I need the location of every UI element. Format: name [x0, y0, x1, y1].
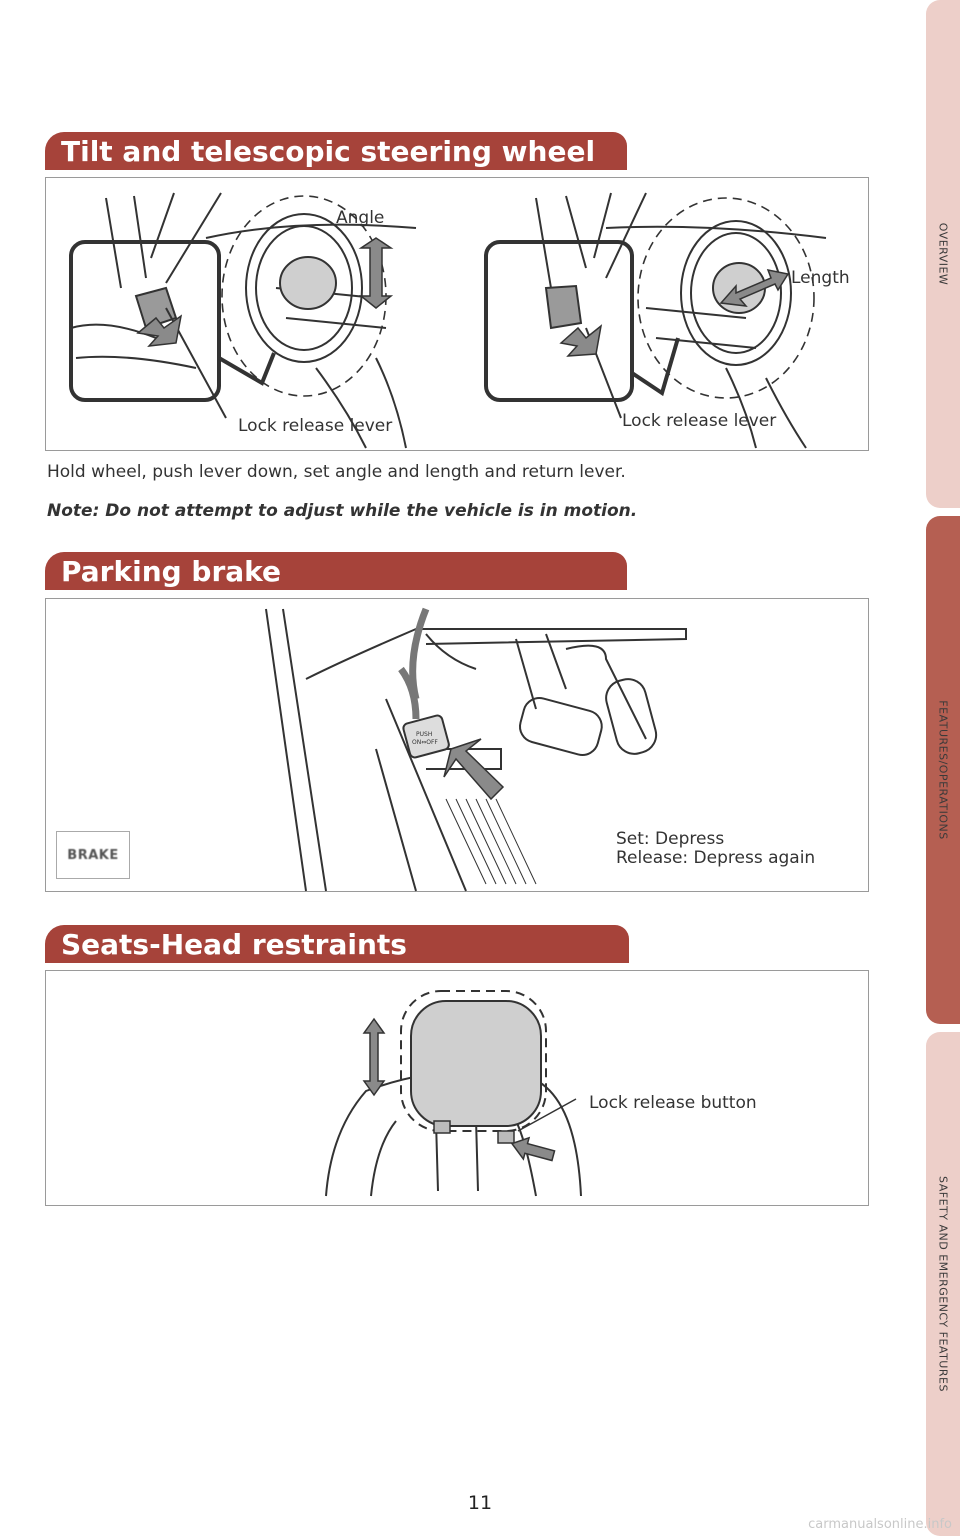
section-title-tilt: Tilt and telescopic steering wheel [45, 132, 627, 170]
parking-release-text: Release: Depress again [616, 848, 816, 868]
parking-set-text: Set: Depress [616, 829, 725, 849]
section-title-parking: Parking brake [45, 552, 627, 590]
side-tab-features[interactable] [926, 516, 960, 1024]
angle-label: Angle [336, 208, 385, 228]
side-tab-safety[interactable] [926, 1032, 960, 1536]
side-tab-label: SAFETY AND EMERGENCY FEATURES [936, 1176, 950, 1392]
tilt-instruction: Hold wheel, push lever down, set angle and length and return lever. [47, 462, 626, 482]
lock-release-lever-right: Lock release lever [622, 411, 777, 431]
side-tab-label: OVERVIEW [936, 222, 950, 286]
head-restraint-illustration [46, 971, 870, 1207]
side-tab-label: FEATURES/OPERATIONS [936, 700, 950, 840]
page-number: 11 [467, 1492, 493, 1514]
brake-indicator-text: BRAKE [67, 847, 119, 863]
pedal-push-text: PUSH [416, 731, 433, 738]
tilt-illustration-panel [45, 177, 869, 451]
seats-illustration-panel [45, 970, 869, 1206]
pedal-onoff-text: ON⇔OFF [412, 739, 438, 746]
section-title-seats: Seats-Head restraints [45, 925, 629, 963]
side-tab-overview[interactable] [926, 0, 960, 508]
lock-release-button-label: Lock release button [589, 1093, 757, 1113]
watermark: carmanualsonline.info [808, 1517, 952, 1532]
lock-release-lever-left: Lock release lever [238, 416, 393, 436]
parking-illustration-panel [45, 598, 869, 892]
brake-indicator-light [56, 831, 130, 879]
length-label: Length [791, 268, 850, 288]
tilt-note: Note: Do not attempt to adjust while the vehicle is in motion. [47, 501, 638, 521]
